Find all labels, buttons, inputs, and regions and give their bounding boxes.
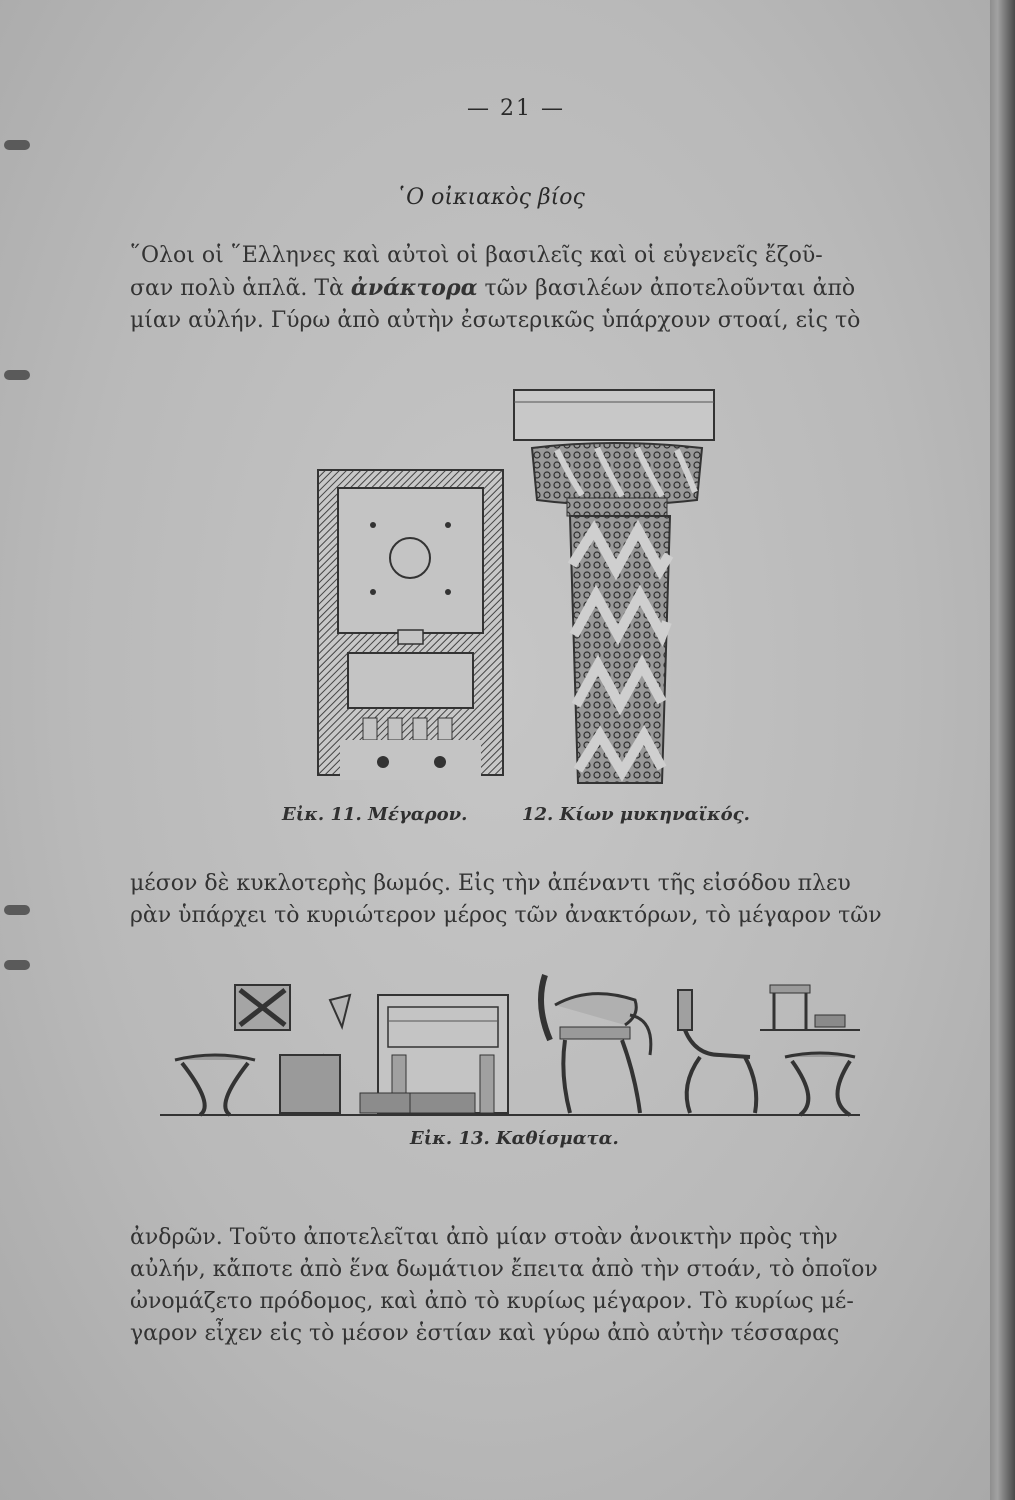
binding-hole: [4, 370, 30, 380]
paragraph-3-line-2: αὐλήν, κἄποτε ἀπὸ ἕνα δωμάτιον ἔπειτα ἀπὸ τὴν στοάν, τὸ ὁποῖον: [130, 1257, 878, 1282]
folding-stool-left: [175, 1055, 255, 1115]
caption-figure-13: Εἰκ. 13. Καθίσματα.: [410, 1128, 619, 1149]
binding-hole: [4, 140, 30, 150]
paragraph-3: [130, 1222, 885, 1350]
section-title: ῾Ο οἰκιακὸς βίος: [395, 185, 585, 210]
line-2-end: τῶν βασιλέων ἀποτελοῦνται ἀπὸ: [477, 276, 856, 301]
caption-figure-11: Εἰκ. 11. Μέγαρον.: [282, 804, 468, 825]
paragraph-2: [130, 868, 885, 932]
klismos-chair: [678, 990, 756, 1113]
throne: [360, 995, 508, 1113]
bold-term-anaktora: ἀνάκτορα: [350, 275, 478, 301]
paragraph-2-line-2: ρὰν ὑπάρχει τὸ κυριώτερον μέρος τῶν ἀνακτόρων, τὸ μέγαρον τῶν: [130, 903, 882, 928]
paragraph-3-line-1: ἀνδρῶν. Τοῦτο ἀποτελεῖται ἀπὸ μίαν στοὰν ἀνοικτὴν πρὸς τὴν: [130, 1225, 838, 1250]
paragraph-3-line-3: ὠνομάζετο πρόδομος, καὶ ἀπὸ τὸ κυρίως μέγαρον. Τὸ κυρίως μέ-: [130, 1289, 854, 1314]
armchair: [541, 975, 651, 1113]
binding-hole: [4, 960, 30, 970]
line-2-start: σαν πολὺ ἁπλᾶ. Τὰ: [130, 276, 351, 301]
binding-hole: [4, 905, 30, 915]
megaron-plan-figure: [318, 470, 503, 785]
paragraph-1: [130, 240, 885, 337]
paragraph-1-line-3: μίαν αὐλήν. Γύρω ἀπὸ αὐτὴν ἐσωτερικῶς ὑπάρχουν στοαί, εἰς τὸ: [130, 308, 861, 333]
book-edge: [990, 0, 1015, 1500]
paragraph-2-line-1: μέσον δὲ κυκλοτερὴς βωμός. Εἰς τὴν ἀπέναντι τῆς εἰσόδου πλευ: [130, 871, 851, 896]
caption-figure-12: 12. Κίων μυκηναϊκός.: [522, 804, 750, 825]
paragraph-1-line-1: ῞Ολοι οἱ ῞Ελληνες καὶ αὐτοὶ οἱ βασιλεῖς καὶ οἱ εὐγενεῖς ἔζοῦ-: [130, 243, 823, 268]
paragraph-1-line-2: [130, 272, 885, 305]
folding-stool-right: [785, 1053, 855, 1115]
paragraph-3-line-4: γαρον εἶχεν εἰς τὸ μέσον ἑστίαν καὶ γύρω ἀπὸ αὐτὴν τέσσαρας: [130, 1321, 840, 1346]
mycenaean-column-figure: [512, 390, 722, 785]
seats-figure: [160, 965, 860, 1120]
small-table: [760, 985, 860, 1030]
x-frame-seat: [235, 985, 290, 1030]
page-number: — 21 —: [467, 96, 565, 121]
